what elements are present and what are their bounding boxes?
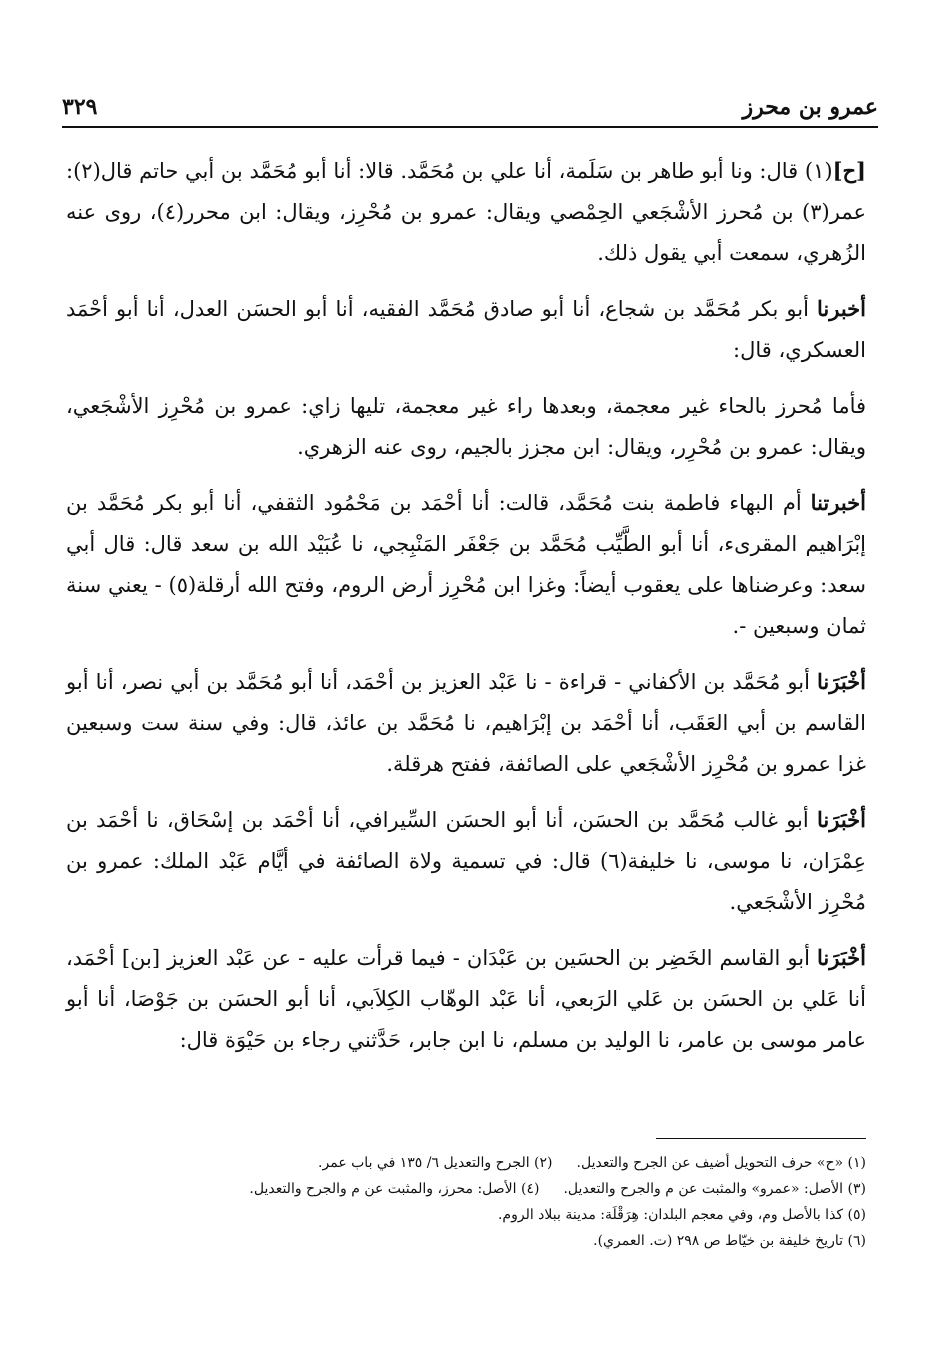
paragraph-text: أبو بكر مُحَمَّد بن شجاع، أنا أبو صادق مُحَمَّد الفقيه، أنا أبو الحسَن العدل، أنا أبو أحْمَد العسكري، قال: xyxy=(66,297,866,362)
paragraph xyxy=(66,150,866,274)
footnote: (٣) الأصل: «عمرو» والمثبت عن م والجرح والتعديل. xyxy=(563,1181,866,1197)
footnote: (٤) الأصل: محرز، والمثبت عن م والجرح والتعديل. xyxy=(249,1181,540,1197)
footnote: (٢) الجرح والتعديل ٦/ ١٣٥ في باب عمر. xyxy=(318,1155,553,1171)
paragraph-lead: أخْبَرَنا xyxy=(817,669,866,694)
paragraph-text: أبو القاسم الخَضِر بن الحسَين بن عَبْدَان - فيما قرأت عليه - عن عَبْد العزيز [بن] أحْمَد، أنا عَلي بن الحسَن بن عَلي الرَبعي، أنا عَبْد الوهّاب الكِلاَبي، أنا أبو الحسَن بن جَوْصَا، أنا أبو عامر موسى بن عامر، نا الوليد بن مسلم، نا ابن جابر، حَدَّثني رجاء بن حَيْوَة قال: xyxy=(66,946,866,1052)
paragraph-text: أم البهاء فاطمة بنت مُحَمَّد، قالت: أنا أحْمَد بن مَحْمُود الثقفي، أنا أبو بكر مُحَمَّد بن إبْرَاهيم المقرىء، أنا أبو الطَّيِّب مُحَمَّد بن جَعْفَر المَنْبِجي، نا عُبَيْد الله بن سعد قال: قال أبي سعد: وعرضناها على يعقوب أيضاً: وغزا ابن مُحْرِز أرض الروم، وفتح الله أرقلة(٥) - يعني سنة ثمان وسبعين -. xyxy=(66,491,866,638)
paragraph-lead: [ح] xyxy=(832,158,866,183)
main-text xyxy=(66,150,866,1075)
paragraph xyxy=(66,482,866,647)
paragraph-text: فأما مُحرز بالحاء غير معجمة، وبعدها راء غير معجمة، تليها زاي: عمرو بن مُحْرِز الأشْجَعي، ويقال: عمرو بن مُحْرِر، ويقال: ابن مجزز بالجيم، روى عنه الزهري. xyxy=(66,394,866,459)
footnote: (٥) كذا بالأصل وم، وفي معجم البلدان: هِرَقْلَة: مدينة ببلاد الروم. xyxy=(497,1207,866,1223)
paragraph-text: أبو مُحَمَّد بن الأكفاني - قراءة - نا عَبْد العزيز بن أحْمَد، أنا أبو مُحَمَّد بن أبي نصر، أنا أبو القاسم بن أبي العَقَب، أنا أحْمَد بن إبْرَاهيم، نا مُحَمَّد بن عائذ، قال: وفي سنة ست وسبعين غزا عمرو بن مُحْرِز الأشْجَعي على الصائفة، ففتح هرقلة. xyxy=(66,670,866,776)
paragraph xyxy=(66,937,866,1061)
paragraph-text: (١) قال: ونا أبو طاهر بن سَلَمة، أنا علي بن مُحَمَّد. قالا: أنا أبو مُحَمَّد بن أبي حاتم قال(٢): عمر(٣) بن مُحرز الأشْجَعي الحِمْصي ويقال: عمرو بن مُحْرِز، ويقال: ابن محرر(٤)، روى عنه الزُهري، سمعت أبي يقول ذلك. xyxy=(66,159,866,265)
paragraph-lead: أخبرتنا xyxy=(810,490,866,515)
footnote-separator xyxy=(656,1138,866,1139)
footnote-row xyxy=(66,1228,866,1254)
page-header xyxy=(62,80,878,128)
footnotes xyxy=(66,1150,866,1254)
paragraph-text: أبو غالب مُحَمَّد بن الحسَن، أنا أبو الحسَن السِّيرافي، أنا أحْمَد بن إسْحَاق، نا أحْمَد بن عِمْرَان، نا موسى، نا خليفة(٦) قال: في تسمية ولاة الصائفة في أيَّام عَبْد الملك: عمرو بن مُحْرِز الأشْجَعي. xyxy=(66,808,866,914)
paragraph-lead: أخبرنا xyxy=(817,296,866,321)
paragraph xyxy=(66,661,866,785)
running-title: عمرو بن محرز xyxy=(742,94,878,120)
paragraph-lead: أخْبَرَنا xyxy=(817,945,866,970)
paragraph xyxy=(66,799,866,923)
paragraph xyxy=(66,288,866,371)
paragraph-lead: أخْبَرَنا xyxy=(817,807,866,832)
footnote-row xyxy=(66,1202,866,1228)
footnote-row xyxy=(66,1150,866,1176)
paragraph xyxy=(66,385,866,468)
footnote: (٦) تاريخ خليفة بن خيّاط ص ٢٩٨ (ت. العمري). xyxy=(593,1233,866,1249)
footnote: (١) «ح» حرف التحويل أضيف عن الجرح والتعديل. xyxy=(576,1155,866,1171)
page-number: ٣٢٩ xyxy=(62,94,98,120)
footnote-row xyxy=(66,1176,866,1202)
